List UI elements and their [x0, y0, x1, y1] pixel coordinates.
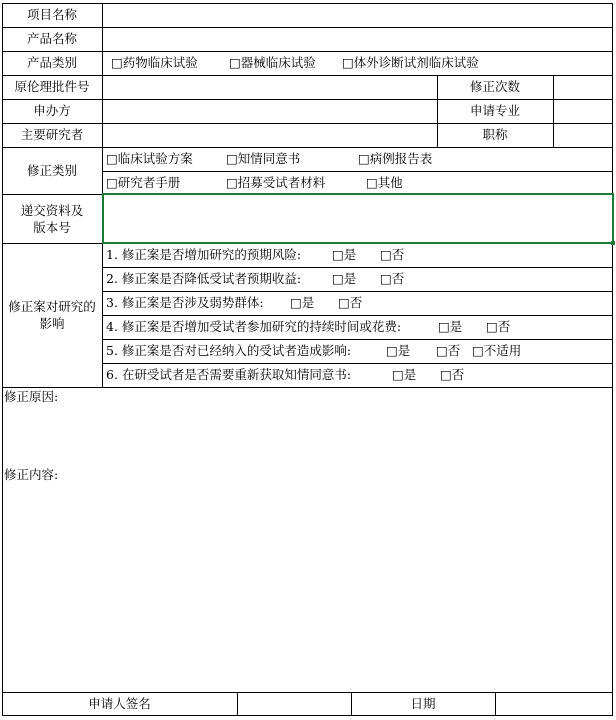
- impact-question-5: 5. 修正案是否对已经纳入的受试者造成影响:: [106, 343, 352, 358]
- date-label: 日期: [410, 695, 436, 711]
- impact-5-na-checkbox[interactable]: □不适用: [472, 343, 522, 358]
- product-name-label: 产品名称: [26, 31, 77, 46]
- title-label: 职称: [482, 127, 508, 142]
- drug-trial-checkbox[interactable]: □药物临床试验: [111, 55, 198, 70]
- impact-label: 修正案对研究的影响: [8, 299, 96, 331]
- impact-question-2: 2. 修正案是否降低受试者预期收益:: [106, 271, 302, 286]
- impact-6-no-checkbox[interactable]: □否: [440, 367, 465, 382]
- signature-label: 申请人签名: [88, 695, 151, 711]
- revision-type-label: 修正类别: [26, 162, 77, 178]
- impact-2-no-checkbox[interactable]: □否: [380, 271, 405, 286]
- impact-1-yes-checkbox[interactable]: □是: [332, 247, 357, 262]
- protocol-checkbox[interactable]: □临床试验方案: [106, 151, 193, 166]
- reason-field[interactable]: [3, 407, 612, 463]
- impact-4-yes-checkbox[interactable]: □是: [438, 319, 463, 334]
- sponsor-label: 申办方: [33, 103, 71, 118]
- ethics-doc-no-label: 原伦理批件号: [14, 79, 90, 94]
- project-name-field[interactable]: [103, 4, 612, 27]
- amendment-application-form: [2, 3, 613, 716]
- investigator-brochure-checkbox[interactable]: □研究者手册: [106, 175, 181, 190]
- product-category-label: 产品类别: [26, 55, 77, 70]
- grid-line: [612, 3, 613, 716]
- impact-question-3: 3. 修正案是否涉及弱势群体:: [106, 295, 264, 310]
- impact-2-yes-checkbox[interactable]: □是: [332, 271, 357, 286]
- content-field[interactable]: [3, 485, 612, 691]
- grid-line: [2, 387, 613, 388]
- impact-3-no-checkbox[interactable]: □否: [338, 295, 363, 310]
- sponsor-field[interactable]: [103, 100, 437, 123]
- revision-count-field[interactable]: [554, 76, 612, 99]
- impact-5-no-checkbox[interactable]: □否: [436, 343, 461, 358]
- grid-line: [102, 339, 613, 340]
- revision-count-label: 修正次数: [469, 79, 520, 94]
- grid-line: [102, 315, 613, 316]
- impact-question-4: 4. 修正案是否增加受试者参加研究的持续时间或花费:: [106, 319, 402, 334]
- reason-label: 修正原因:: [4, 389, 59, 404]
- device-trial-checkbox[interactable]: □器械临床试验: [229, 55, 316, 70]
- grid-line: [102, 171, 613, 172]
- impact-question-6: 6. 在研受试者是否需要重新获取知情同意书:: [106, 367, 352, 382]
- grid-line: [102, 267, 613, 268]
- other-checkbox[interactable]: □其他: [366, 175, 403, 190]
- crf-checkbox[interactable]: □病例报告表: [358, 151, 433, 166]
- principal-investigator-field[interactable]: [103, 124, 437, 147]
- impact-5-yes-checkbox[interactable]: □是: [386, 343, 411, 358]
- consent-form-checkbox[interactable]: □知情同意书: [226, 151, 301, 166]
- impact-question-1: 1. 修正案是否增加研究的预期风险:: [106, 247, 302, 262]
- submitted-docs-label: 递交资料及版本号: [20, 202, 84, 235]
- impact-3-yes-checkbox[interactable]: □是: [290, 295, 315, 310]
- date-field[interactable]: [496, 693, 612, 715]
- impact-1-no-checkbox[interactable]: □否: [380, 247, 405, 262]
- applicant-specialty-label: 申请专业: [469, 103, 520, 118]
- content-label: 修正内容:: [4, 467, 59, 482]
- grid-line: [102, 291, 613, 292]
- impact-4-no-checkbox[interactable]: □否: [486, 319, 511, 334]
- grid-line: [102, 363, 613, 364]
- grid-line: [2, 715, 613, 716]
- impact-6-yes-checkbox[interactable]: □是: [392, 367, 417, 382]
- project-name-label: 项目名称: [26, 7, 77, 22]
- signature-field[interactable]: [238, 693, 351, 715]
- submitted-docs-field[interactable]: [102, 193, 614, 244]
- applicant-specialty-field[interactable]: [554, 100, 612, 123]
- ethics-doc-no-field[interactable]: [103, 76, 437, 99]
- ivd-trial-checkbox[interactable]: □体外诊断试剂临床试验: [342, 55, 479, 70]
- principal-investigator-label: 主要研究者: [20, 127, 84, 142]
- recruitment-materials-checkbox[interactable]: □招募受试者材料: [226, 175, 326, 190]
- product-name-field[interactable]: [103, 28, 612, 51]
- title-field[interactable]: [554, 124, 612, 147]
